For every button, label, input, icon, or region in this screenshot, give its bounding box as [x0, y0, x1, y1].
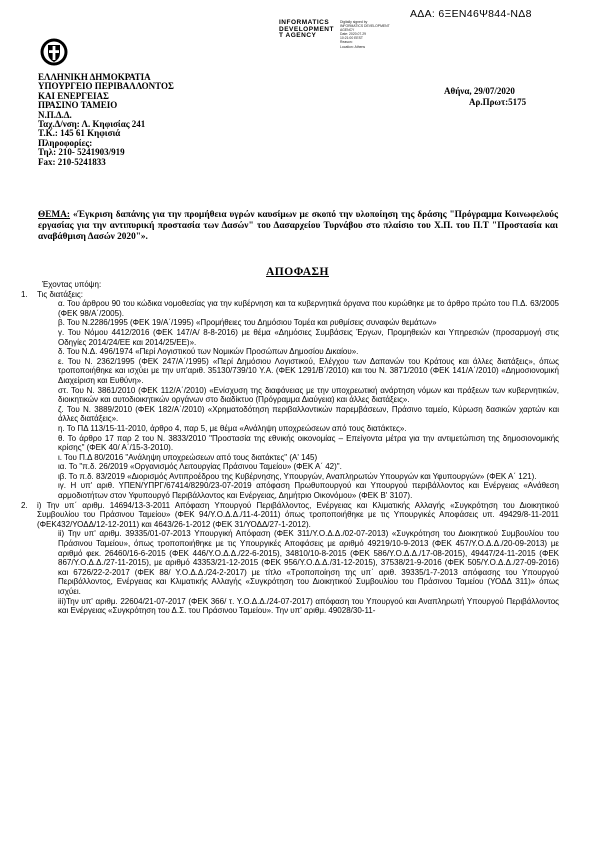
signature-detail-line: AGENCY: [340, 28, 355, 33]
hellenic-republic-emblem-icon: [40, 37, 68, 67]
document-body: [21, 280, 559, 616]
protocol-number: Αρ.Πρωτ:5175: [469, 97, 527, 107]
header-line: ΥΠΟΥΡΓΕΙΟ ΠΕΡΙΒΑΛΛΟΝΤΟΣ: [38, 81, 174, 92]
sender-header: [38, 73, 174, 167]
subject-label: ΘΕΜΑ:: [38, 210, 71, 220]
ada-code: ΑΔΑ: 6ΞΕΝ46Ψ844-ΝΔ8: [410, 8, 532, 20]
decision-reference: ii) Την υπ' αριθμ. 39335/01-07-2013 Υπουργική Απόφαση (ΦΕΚ 311/Υ.Ο.Δ.Δ./02-07-2013) «Συγκρότηση του Διοικητικού Συμβουλίου του Πράσινου Ταμείου», όπως τροποποιήθηκε με τις Υπουργικές Αποφάσεις με αριθμό 49219/10-9-2013 (ΦΕΚ 457/Υ.Ο.Δ.Δ./20-09-2013) με αριθμό φεκ. 26460/16-6-2015 (ΦΕΚ 446/Υ.Ο.Δ.Δ./22-6-2015), 34810/10-8-2015 (ΦΕΚ 586/Υ.Ο.Δ.Δ./17-08-2015), 49447/24-11-2015 (ΦΕΚ 867/Υ.Ο.Δ.Δ./27-11-2015), με αριθμό 43353/21-12-2015 (ΦΕΚ 956/Υ.Ο.Δ.Δ./31-12-2015), 37538/21-9-2016 (ΦΕΚ 505/Υ.Ο.Δ.Δ./27-09-2016) και 6726/22-2-2017 (ΦΕΚ 88/ Υ.Ο.Δ.Δ./24-2-2017) με τίτλο «Τροποποίηση της υπ΄ αριθ. 39335/1-7-2013 απόφασης του Υπουργού Περιβάλλοντος, Ενέργειας και Κλιματικής Αλλαγής «Συγκρότηση του Διοικητικού Συμβουλίου του Πράσινου Ταμείου (ΥΟΔΔ 311)» όπως ισχύει.: [58, 529, 559, 596]
header-line: Ν.Π.Δ.Δ.: [38, 109, 72, 120]
signature-detail-line: INFORMATICS DEVELOPMENT: [340, 24, 390, 29]
provision: η. Το ΠΔ 113/15-11-2010, άρθρο 4, παρ 5, με θέμα «Ανάληψη υποχρεώσεων από τους διατάκτες».: [58, 423, 407, 433]
provision: ιβ. Το π.δ. 83/2019 «Διορισμός Αντιπροέδρου της Κυβέρνησης, Υπουργών, Αναπληρωτών Υπουργών και Υφυπουργών» (ΦΕΚ Α΄ 121).: [58, 471, 537, 481]
item-title: Τις διατάξεις:: [37, 289, 83, 299]
provision: δ. Του Ν.Δ. 496/1974 «Περί Λογιστικού των Νομικών Προσώπων Δημοσίου Δικαίου».: [58, 347, 359, 357]
provision: ε. Του Ν. 2362/1995 (ΦΕΚ 247/Α΄/1995) «Περί Δημόσιου Λογιστικού, Ελέγχου των Δαπανών του Κράτους και άλλες διατάξεις», όπως τροποποιήθηκε και ισχύει με την υπ'αριθ. 35130/739/10 Υ.Α. (ΦΕΚ 1291/Β΄/2010) και του Ν. 3871/2010 (ΦΕΚ 141/Α΄/2010) «Δημοσιονομική Διαχείριση και Ευθύνη».: [58, 356, 559, 385]
provision: ζ. Του Ν. 3889/2010 (ΦΕΚ 182/Α΄/2010) «Χρηματοδότηση περιβαλλοντικών παρεμβάσεων, Πράσινο ταμείο, Κύρωση δασικών χαρτών και άλλες διατάξεις».: [58, 404, 559, 424]
header-line: Τ.Κ.: 145 61 Κηφισιά: [38, 128, 121, 139]
item-number: 1.: [21, 289, 28, 299]
agency-line: T AGENCY: [279, 32, 317, 40]
list-item: [21, 290, 559, 300]
header-line: Fax: 210-5241833: [38, 156, 106, 167]
provision: θ. Το άρθρο 17 παρ 2 του Ν. 3833/2010 "Προστασία της εθνικής οικονομίας – Επείγοντα μέτρα για την αντιμετώπιση της δημοσιονομικής κρίσης" (ΦΕΚ 40/ Α΄/15-3-2010).: [58, 433, 559, 453]
header-line: ΚΑΙ ΕΝΕΡΓΕΙΑΣ: [38, 90, 109, 101]
signature-detail-line: Digitally signed by: [340, 20, 368, 24]
provision: ια. Το "π.δ. 26/2019 «Οργανισμός Λειτουργίας Πράσινου Ταμείου» (ΦΕΚ Α΄ 42)".: [58, 462, 342, 472]
agency-signature-name: [279, 20, 334, 40]
header-line: Τηλ: 210- 5241903/919: [38, 147, 125, 158]
agency-line: INFORMATICS: [279, 19, 330, 26]
provision: ι. Του Π.Δ 80/2016 "Ανάληψη υποχρεώσεων από τους διατάκτες" (Α' 145): [58, 452, 318, 462]
header-line: Ταχ.Δ/νση: Λ. Κηφισίας 241: [38, 119, 146, 130]
decision-reference: i) Την υπ΄ αριθμ. 14694/13-3-2011 Απόφαση Υπουργού Περιβάλλοντος, Ενέργειας και Κλιματικής Αλλαγής «Συγκρότηση του Διοικητικού Συμβουλίου του Πράσινου Ταμείου» (ΦΕΚ 94/Υ.Ο.Δ.Δ./11-4-2011) όπως τροποποιήθηκε με τις Υπουργικές Αποφάσεις υπ. 49429/8-11-2011 (ΦΕΚ432/ΥΟΔΔ/12-12-2011) και 4643/26-1-2012 (ΦΕΚ 31/ΥΟΔΔ/27-1-2012).: [37, 500, 559, 529]
provision: β. Του Ν.2286/1995 (ΦΕΚ 19/Α΄/1995) «Προμήθειες του Δημόσιου Τομέα και ρυθμίσεις συναφών θεμάτων»: [58, 318, 437, 328]
decision-title: [0, 266, 595, 278]
provision: ιγ. Η υπ' αριθ. ΥΠΕΝ/ΥΠΡΓ/67414/8290/23-07-2019 απόφαση Πρωθυπουργού και Υπουργού περιβάλλοντος και Ενέργειας «Ανάθεση αρμοδιοτήτων στον Υφυπουργό Περιβάλλοντος και Ενέργειας, Δημήτριο Οικονόμου» (ΦΕΚ Β' 3107).: [58, 481, 559, 501]
document-date: Αθήνα, 29/07/2020: [444, 86, 515, 96]
signature-detail-line: 10:21:00 EEST: [340, 36, 363, 41]
header-line: ΠΡΑΣΙΝΟ ΤΑΜΕΙΟ: [38, 100, 118, 111]
provision: α. Του άρθρου 90 του κώδικα νομοθεσίας για την κυβέρνηση και τα κυβερνητικά όργανα που κυρώθηκε με το άρθρο πρώτο του Π.Δ. 63/2005 (ΦΕΚ 98/Α΄/2005).: [58, 299, 559, 318]
signature-detail-line: Reason:: [340, 40, 353, 45]
provision: γ. Του Νόμου 4412/2016 (ΦΕΚ 147/Α/ 8-8-2016) με θέμα «Δημόσιες Συμβάσεις Έργων, Προμηθειών και Υπηρεσιών (προσαρμογή στις Οδηγίες 2014/24/ΕΕ και 2014/25/ΕΕ)».: [58, 327, 559, 347]
subject: [38, 210, 558, 243]
intro-text: Έχοντας υπόψη:: [42, 280, 102, 289]
subject-text: «Έγκριση δαπάνης για την προμήθεια υγρών καυσίμων με σκοπό την υλοποίηση της δράσης "Πρόγραμμα Κοινωφελούς εργασίας για την αντιπυρική προστασία των Δασών" του Δασαρχείου Τυρνάβου στο πλαίσιο του Χ.Π. του Π.Τ "Προστασία και αναβάθμιση Δασών 2020"».: [38, 210, 558, 242]
date-block: [444, 86, 526, 108]
list-item: [21, 501, 559, 530]
digital-signature-details: [340, 20, 390, 49]
item-number: 2.: [21, 500, 28, 510]
decision-title-text: ΑΠΟΦΑΣΗ: [266, 266, 329, 278]
provision: στ. Του Ν. 3861/2010 (ΦΕΚ 112/Α΄/2010) «Ενίσχυση της διαφάνειας με την υποχρεωτική ανάρτηση νόμων και πράξεων των κυβερνητικών, διοικητικών και αυτοδιοικητικών οργάνων στο διαδίκτυο (Πρόγραμμα Διαύγεια) και άλλες διατάξεις».: [58, 385, 559, 405]
header-line: Πληροφορίες:: [38, 137, 93, 148]
agency-line: DEVELOPMENT: [279, 25, 334, 33]
header-line: ΕΛΛΗΝΙΚΗ ΔΗΜΟΚΡΑΤΙΑ: [38, 72, 151, 82]
signature-detail-line: Location: Athens: [340, 44, 366, 49]
decision-reference: iii)Την υπ' αριθμ. 22604/21-07-2017 (ΦΕΚ 366/ τ. Υ.Ο.Δ.Δ./24-07-2017) απόφαση του Υπουργού και Αναπληρωτή Υπουργού Περιβάλλοντος και Ενέργειας «Συγκρότηση του Δ.Σ. του Πράσινου Ταμείου». Την υπ' αριθμ. 49028/30-11-: [58, 596, 559, 616]
signature-detail-line: Date: 2020.07.29: [340, 32, 367, 37]
